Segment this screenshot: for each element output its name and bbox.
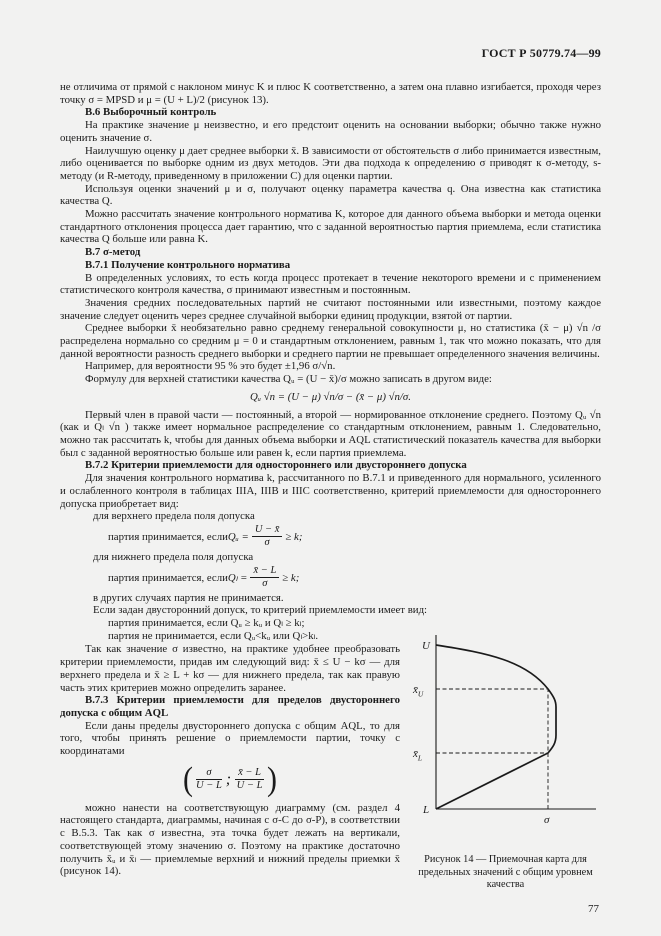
figure-caption: Рисунок 14 — Приемочная карта для предельных значений с общим уровнем качества xyxy=(418,854,593,891)
separator: ; xyxy=(225,770,232,788)
fraction-numerator: x̄ − L xyxy=(235,768,264,781)
right-column xyxy=(408,629,601,891)
xl-subscript: L xyxy=(417,753,423,763)
acceptance-chart-figure xyxy=(410,629,603,841)
paragraph: В определенных условиях, то есть когда процесс протекает в течение некоторого времени и с применением статистического контроля качества, σ принимают известным и постоянным. xyxy=(60,271,601,297)
two-sided-line: Если задан двусторонний допуск, то критерий приемлемости имеет вид: xyxy=(93,604,428,617)
paragraph: Значения средних последовательных партий не считают постоянными или известными, поэтому каждое значение следует оценить через среднее случайной выборки единиц продукции, взятой от партии. xyxy=(60,296,601,322)
paragraph: Формулу для верхней статистики качества Qᵤ = (U − x̄)/σ можно записать в другом виде: xyxy=(85,373,492,386)
acceptance-formula-lower xyxy=(108,564,601,592)
fraction-numerator: U − x̄ xyxy=(252,525,283,538)
xu-subscript: U xyxy=(417,689,424,699)
paragraph: На практике значение μ неизвестно, и его предстоит оценить на основании выборки; обычно также нужно оценить значение σ. xyxy=(60,119,601,144)
paragraph: Например, для вероятности 95 % это будет ±1,96 σ/√n. xyxy=(85,360,336,373)
axis-label-u: U xyxy=(422,640,430,653)
formula-lhs: Qₗ = xyxy=(227,572,248,585)
paragraph: Наилучшую оценку μ дает среднее выборки x̄. В зависимости от обстоятельств σ либо принимается известным, либо оценивается по выборке одним из двух методов. Эти два подхода к определению σ приводят к σ-методу, s-методу (и R-методу, приведенному в приложении С) для оценки партии. xyxy=(60,144,601,182)
section-heading-b6: В.6 Выборочный контроль xyxy=(85,106,217,119)
xu-base: x̄ xyxy=(413,684,418,697)
standard-code-header: ГОСТ Р 50779.74—99 xyxy=(481,46,601,60)
axis-label-l: L xyxy=(423,804,430,817)
fraction-numerator: x̄ − L xyxy=(250,566,279,579)
display-formula-qu: Qᵤ √n = (U − μ) √n/σ − (x̄ − μ) √n/σ. xyxy=(250,390,411,403)
otherwise-line: в других случаях партия не принимается. xyxy=(93,591,284,604)
formula-post-text: ≥ k; xyxy=(282,571,300,584)
paragraph: Среднее выборки x̄ необязательно равно среднему генеральной совокупности μ, но статистика (x̄ − μ) √n /σ распределена нормально со средним μ = 0 и стандартным отклонением, равным 1, так что можно показать, что для данной вероятности разность среднего выборки и среднего партии не превышает определенного значения величины. xyxy=(60,322,601,360)
axis-label-xu xyxy=(412,684,424,699)
formula-pre-text: партия принимается, если xyxy=(108,571,228,584)
paragraph: можно нанести на соответствующую диаграмму (см. раздел 4 настоящего стандарта, диаграммы, начиная с σ-С до σ-Р), в соответствии с В.5.3. Так как σ известна, эта точка будет лежать на вертикали, соответствующей этому значению σ. Поэтому на практике достаточно получить x̄ᵤ и x̄ₗ — приемлемые верхний и нижний пределы приемки x̄ (рисунок 14). xyxy=(60,801,400,878)
fraction xyxy=(196,768,222,792)
acceptance-formula-upper xyxy=(108,523,601,551)
section-heading-b7: В.7 σ-метод xyxy=(85,246,141,259)
left-column xyxy=(60,643,400,891)
fraction xyxy=(252,525,283,549)
section-heading-b72: В.7.2 Критерии приемлемости для одностороннего или двустороннего допуска xyxy=(85,459,467,472)
upper-limit-label: для верхнего предела поля допуска xyxy=(93,510,255,523)
coordinates-formula xyxy=(60,760,400,798)
fraction-denominator: U − L xyxy=(236,780,263,792)
formula-lhs: Qᵤ = xyxy=(227,530,249,543)
page-number: 77 xyxy=(588,903,599,916)
paragraph: Так как значение σ известно, на практике удобнее преобразовать критерии приемлемости, придав им следующий вид: x̄ ≤ U − kσ — для верхнего предела и x̄ ≥ L + kσ — для нижнего предела, так как правую часть этих критериев можно определить заранее. xyxy=(60,643,400,694)
open-paren: ( xyxy=(183,760,194,798)
xl-base: x̄ xyxy=(413,748,418,761)
paragraph: Первый член в правой части — постоянный, а второй — нормированное отклонение среднего. Поэтому Qᵤ √n (как и Qₗ √n ) также имеет нормальное распределение со стандартным отклонением, равным 1. Следовательно, можно так рассчитать k, чтобы для данных объема выборки и AQL статистический показатель качества для выборки был с заданной вероятностью больше или равен k, если партия приемлема. xyxy=(60,408,601,459)
paragraph: Используя оценки значений μ и σ, получают оценку параметра качества q. Она известна как статистика качества Q. xyxy=(60,182,601,208)
formula-pre-text: партия принимается, если xyxy=(108,530,228,543)
paragraph: Если даны пределы двустороннего допуска с общим AQL, то для того, чтобы принять решение о приемлемости партии, точку с координатами xyxy=(60,719,400,758)
paragraph: Для значения контрольного норматива k, рассчитанного по В.7.1 и приведенного для нормального, усиленного и ослабленного контроля в таблицах IIIA, IIIB и IIIC соответственно, критерий приемлемости для одностороннего допуска приобретает вид: xyxy=(60,472,601,510)
fraction-denominator: σ xyxy=(264,537,270,549)
fraction xyxy=(235,768,264,792)
fraction-numerator: σ xyxy=(196,768,222,781)
figure-14 xyxy=(408,629,601,891)
section-heading-b71: В.7.1 Получение контрольного норматива xyxy=(85,258,291,271)
paragraph-continuation: не отличима от прямой с наклоном минус K и плюс K соответственно, а затем она плавно изгибается, проходя через точку σ = MPSD и μ = (U + L)/2 (рисунок 13). xyxy=(60,81,601,106)
document-body xyxy=(60,81,601,915)
paragraph: Можно рассчитать значение контрольного норматива K, которое для данного объема выборки и метода оценки стандартного отклонения процесса дает гарантию, что с заданной вероятностью партия приемлема, если статистика качества Q больше или равна K. xyxy=(60,208,601,246)
lower-limit-label: для нижнего предела поля допуска xyxy=(93,550,254,563)
axis-label-sigma: σ xyxy=(544,814,550,827)
formula-post-text: ≥ k; xyxy=(285,530,303,543)
close-paren: ) xyxy=(266,760,277,798)
two-column-section xyxy=(60,640,601,891)
fraction-denominator: σ xyxy=(262,578,268,590)
axis-label-xl xyxy=(412,748,422,763)
section-heading-b73: В.7.3 Критерии приемлемости для пределов двустороннего допуска с общим AQL xyxy=(60,694,400,719)
reject-criterion-line: партия не принимается, если Qᵤ<kᵤ или Qₗ>kₗ. xyxy=(108,629,319,642)
fraction xyxy=(250,566,279,590)
accept-criterion-line: партия принимается, если Qᵤ ≥ kᵤ и Qₗ ≥ kₗ; xyxy=(108,617,305,630)
acceptance-curve xyxy=(436,645,556,809)
fraction-denominator: U − L xyxy=(196,780,222,792)
